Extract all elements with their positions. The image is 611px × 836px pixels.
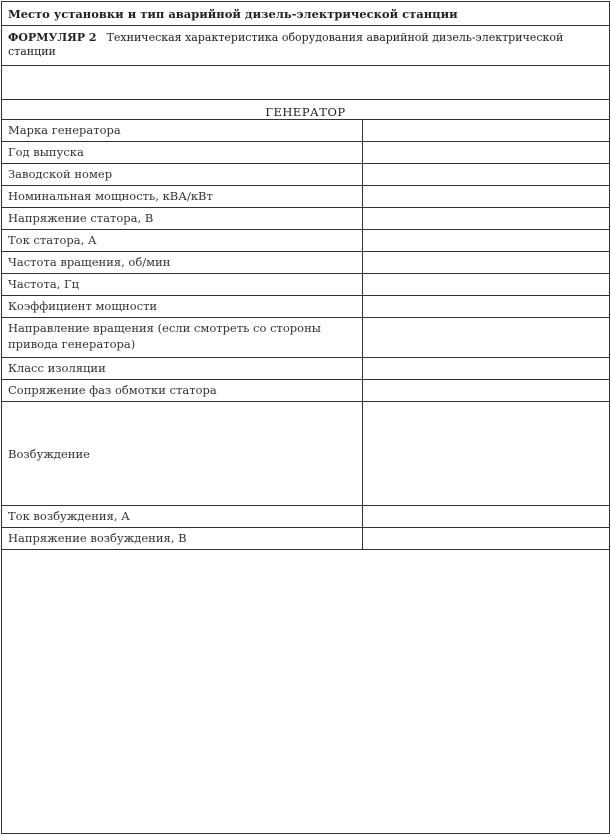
table-row	[2, 380, 609, 402]
table-row	[2, 274, 609, 296]
row-label: Ток возбуждения, А	[2, 506, 363, 527]
value-cell[interactable]	[363, 142, 609, 163]
row-label: Направление вращения (если смотреть со стороны привода генератора)	[2, 318, 363, 357]
row-label: Марка генератора	[2, 120, 363, 141]
form-title: Техническая характеристика оборудования аварийной дизель-электрической станции	[8, 31, 564, 58]
value-cell[interactable]	[363, 252, 609, 273]
row-label: Заводской номер	[2, 164, 363, 185]
table-row	[2, 164, 609, 186]
table-row	[2, 528, 609, 550]
row-label: Год выпуска	[2, 142, 363, 163]
form-header	[2, 26, 609, 66]
row-label: Напряжение статора, В	[2, 208, 363, 229]
table-row	[2, 208, 609, 230]
table-row	[2, 358, 609, 380]
row-label: Ток статора, А	[2, 230, 363, 251]
form-page	[1, 1, 610, 834]
table-row	[2, 506, 609, 528]
form-number: ФОРМУЛЯР 2	[8, 31, 97, 44]
row-label: Коэффициент мощности	[2, 296, 363, 317]
table-row	[2, 318, 609, 358]
value-cell[interactable]	[363, 186, 609, 207]
blank-entry-field[interactable]	[2, 66, 609, 100]
table-row	[2, 186, 609, 208]
value-cell[interactable]	[363, 402, 609, 505]
value-cell[interactable]	[363, 380, 609, 401]
value-cell[interactable]	[363, 296, 609, 317]
value-cell[interactable]	[363, 318, 609, 357]
row-label: Частота вращения, об/мин	[2, 252, 363, 273]
table-row	[2, 142, 609, 164]
value-cell[interactable]	[363, 506, 609, 527]
value-cell[interactable]	[363, 120, 609, 141]
table-row	[2, 402, 609, 506]
row-label: Напряжение возбуждения, В	[2, 528, 363, 549]
value-cell[interactable]	[363, 358, 609, 379]
row-label: Класс изоляции	[2, 358, 363, 379]
value-cell[interactable]	[363, 208, 609, 229]
table-row	[2, 230, 609, 252]
value-cell[interactable]	[363, 230, 609, 251]
row-label: Возбуждение	[2, 402, 363, 505]
section-title-generator: ГЕНЕРАТОР	[2, 100, 609, 120]
value-cell[interactable]	[363, 164, 609, 185]
row-label: Частота, Гц	[2, 274, 363, 295]
table-row	[2, 252, 609, 274]
row-label: Номинальная мощность, кВА/кВт	[2, 186, 363, 207]
value-cell[interactable]	[363, 528, 609, 549]
station-title: Место установки и тип аварийной дизель-электрической станции	[2, 2, 609, 26]
table-row	[2, 120, 609, 142]
table-row	[2, 296, 609, 318]
value-cell[interactable]	[363, 274, 609, 295]
row-label: Сопряжение фаз обмотки статора	[2, 380, 363, 401]
